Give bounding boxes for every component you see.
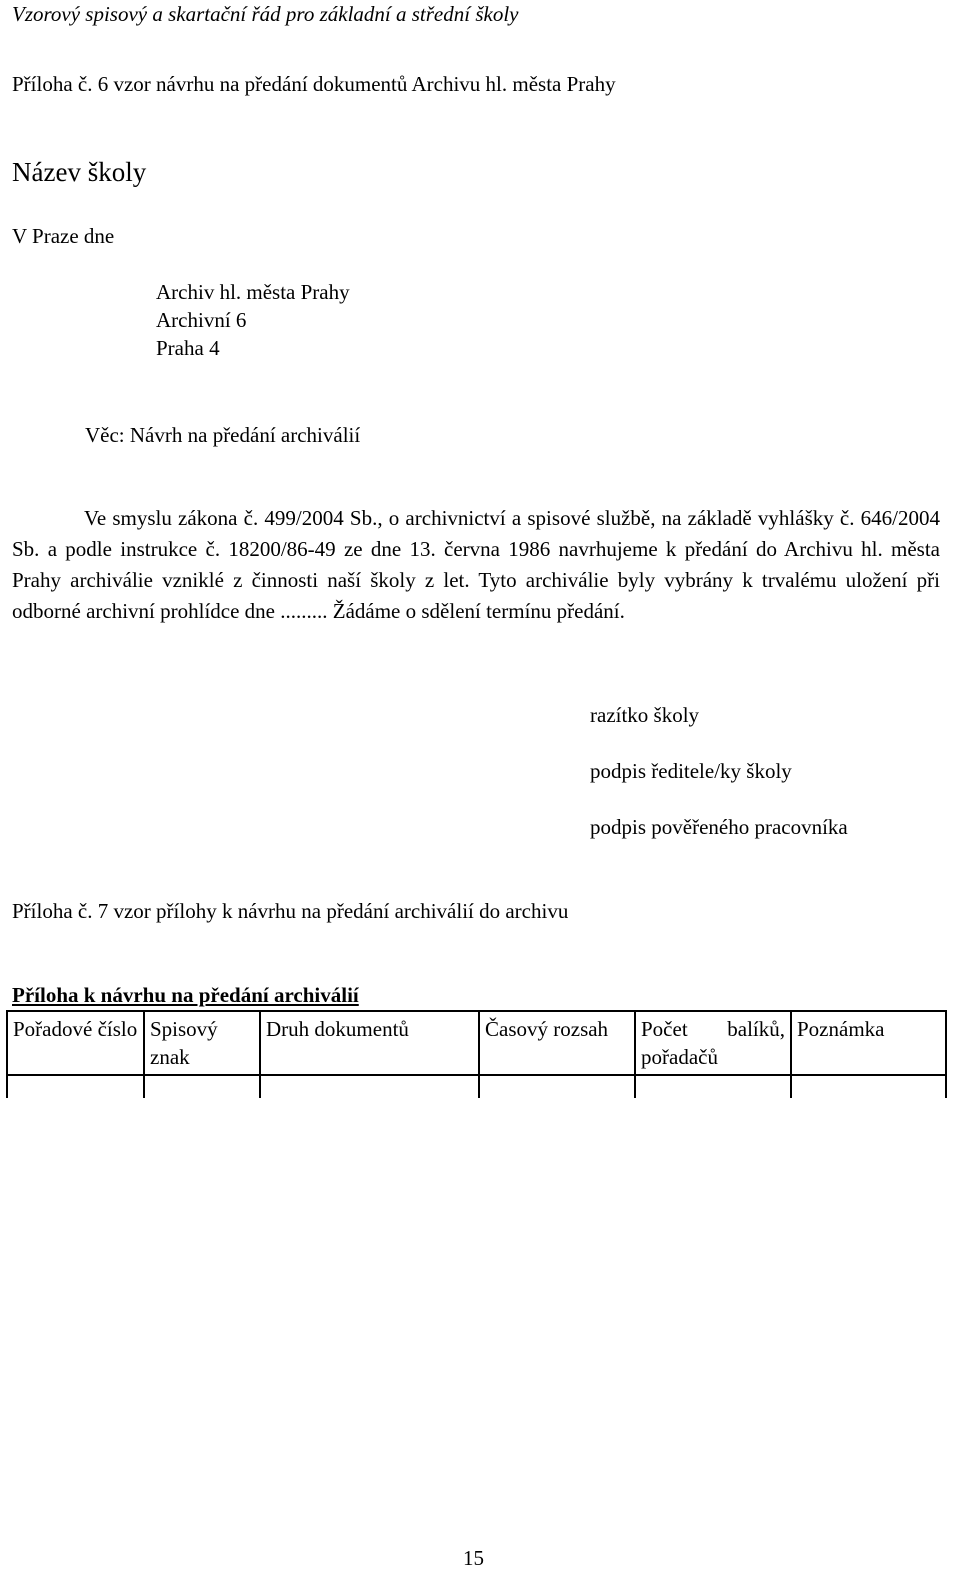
body-text: Ve smyslu zákona č. 499/2004 Sb., o archivnictví a spisové službě, na základě vyhlášky č. 646/2004 Sb. a podle instrukce č. 18200/86-49 ze dne 13. června 1986 navrhujeme k předání do Archivu hl. města Prahy archiválie vzniklé z činnosti naší školy z let. Tyto archiválie byly vybrány k trvalému uložení při odborné archivní prohlídce dne ......... Žádáme o sdělení termínu předání.: [12, 506, 940, 623]
table-cell: [635, 1075, 791, 1098]
stamp-label: razítko školy: [590, 703, 700, 727]
recipient-line-1: Archiv hl. města Prahy: [156, 280, 350, 304]
column-header: Poznámka: [791, 1011, 946, 1075]
column-header: Počet balíků, pořadačů: [635, 1011, 791, 1075]
table-cell: [791, 1075, 946, 1098]
page-number: 15: [463, 1546, 484, 1570]
handover-table: [6, 1010, 947, 1098]
column-header: Časový rozsah: [479, 1011, 635, 1075]
recipient-line-2: Archivní 6: [156, 308, 247, 332]
table-title: Příloha k návrhu na předání archiválií: [12, 983, 359, 1007]
column-header: Druh dokumentů: [260, 1011, 479, 1075]
running-header: Vzorový spisový a skartační řád pro základní a střední školy: [12, 2, 519, 26]
subject-line: Věc: Návrh na předání archiválií: [85, 423, 361, 447]
column-header: Pořadové číslo: [7, 1011, 144, 1075]
annex6-title: Příloha č. 6 vzor návrhu na předání dokumentů Archivu hl. města Prahy: [12, 72, 616, 96]
body-paragraph: [12, 503, 940, 627]
table-cell: [260, 1075, 479, 1098]
annex7-title: Příloha č. 7 vzor přílohy k návrhu na předání archiválií do archivu: [12, 899, 569, 923]
director-signature-label: podpis ředitele/ky školy: [590, 759, 792, 783]
school-name: Název školy: [12, 157, 147, 187]
column-header: Spisový znak: [144, 1011, 260, 1075]
table-cell: [144, 1075, 260, 1098]
recipient-line-3: Praha 4: [156, 336, 220, 360]
table-header-row: [7, 1011, 946, 1075]
authorized-signature-label: podpis pověřeného pracovníka: [590, 815, 848, 839]
place-date: V Praze dne: [12, 224, 115, 248]
table-cell: [479, 1075, 635, 1098]
table-row: [7, 1075, 946, 1098]
table-cell: [7, 1075, 144, 1098]
